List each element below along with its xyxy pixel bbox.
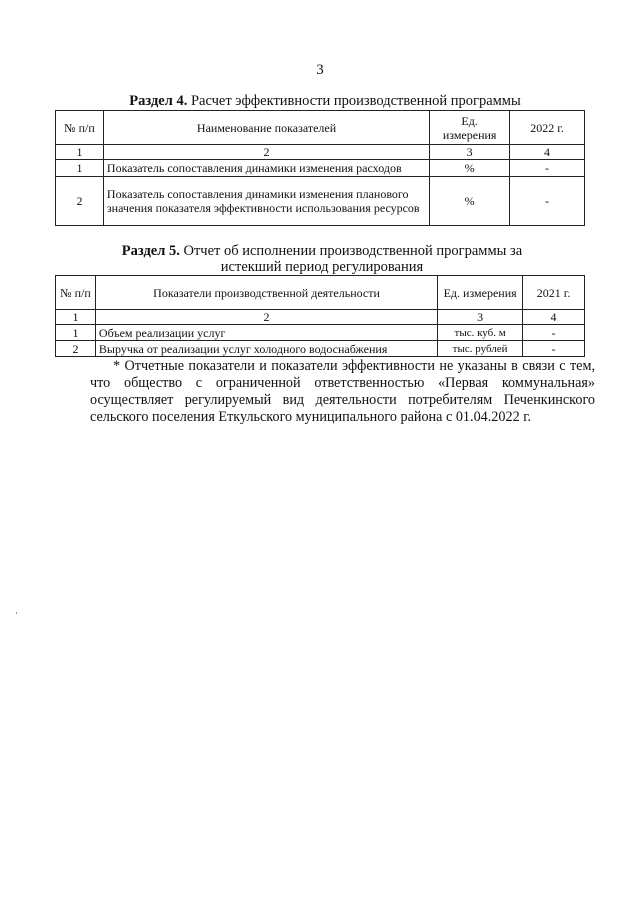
index-cell: 1 (56, 145, 104, 160)
row-number: 2 (56, 341, 96, 357)
row-number: 1 (56, 160, 104, 177)
section4-title (100, 93, 550, 109)
index-cell: 4 (523, 310, 585, 325)
index-cell: 1 (56, 310, 96, 325)
row-value: - (523, 325, 585, 341)
row-value: - (510, 160, 585, 177)
table-row (56, 325, 585, 341)
row-number: 2 (56, 177, 104, 226)
table-row (56, 160, 585, 177)
row-indicator: Выручка от реализации услуг холодного водоснабжения (95, 341, 437, 357)
table-header-row (56, 276, 585, 310)
index-cell: 4 (510, 145, 585, 160)
page-number: 3 (316, 62, 324, 78)
section5-title-text: Отчет об исполнении производственной программы за истекший период регулирования (179, 243, 523, 275)
row-value: - (523, 341, 585, 357)
section5-table (55, 275, 585, 357)
section5-title (112, 243, 532, 275)
row-unit: тыс. рублей (438, 341, 523, 357)
header-cell: 2021 г. (523, 276, 585, 310)
header-cell: № п/п (56, 276, 96, 310)
index-cell: 2 (95, 310, 437, 325)
index-cell: 2 (103, 145, 429, 160)
index-cell: 3 (438, 310, 523, 325)
row-indicator: Показатель сопоставления динамики изменения планового значения показателя эффективности использования ресурсов (103, 177, 429, 226)
table-header-row (56, 111, 585, 145)
section4-title-text: Расчет эффективности производственной программы (187, 93, 521, 109)
row-indicator: Показатель сопоставления динамики изменения расходов (103, 160, 429, 177)
header-cell: Наименование показателей (103, 111, 429, 145)
section5-title-bold: Раздел 5. (121, 243, 180, 259)
table-index-row (56, 310, 585, 325)
table-row (56, 177, 585, 226)
header-cell: Показатели производственной деятельности (95, 276, 437, 310)
header-cell: Ед. измерения (430, 111, 510, 145)
row-indicator: Объем реализации услуг (95, 325, 437, 341)
row-value: - (510, 177, 585, 226)
row-number: 1 (56, 325, 96, 341)
row-unit: тыс. куб. м (438, 325, 523, 341)
table-row (56, 341, 585, 357)
scan-speck (16, 612, 17, 614)
section4-title-bold: Раздел 4. (129, 93, 188, 109)
header-cell: Ед. измерения (438, 276, 523, 310)
row-unit: % (430, 177, 510, 226)
header-cell: № п/п (56, 111, 104, 145)
footnote (90, 358, 595, 426)
row-unit: % (430, 160, 510, 177)
index-cell: 3 (430, 145, 510, 160)
table-index-row (56, 145, 585, 160)
footnote-text: * Отчетные показатели и показатели эффективности не указаны в связи с тем, что общество с ограниченной ответственностью «Первая коммунальная» осуществляет регулируемый вид деятельности потребителям Печенкинского сельского поселения Еткульского муниципального района с 01.04.2022 г. (90, 358, 595, 425)
header-cell: 2022 г. (510, 111, 585, 145)
section4-table (55, 110, 585, 226)
